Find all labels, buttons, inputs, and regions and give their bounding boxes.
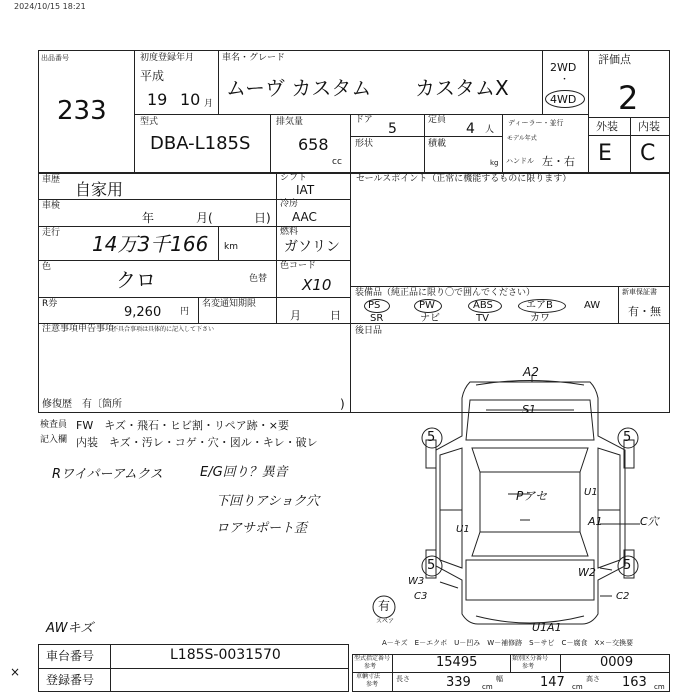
length-label: 長さ	[396, 675, 410, 683]
height-label: 高さ	[586, 675, 600, 683]
ac-value: AAC	[292, 210, 317, 224]
dmg-c2: C2	[616, 591, 630, 602]
drive-2wd: 2WD	[550, 61, 577, 74]
equip-sr: SR	[370, 313, 384, 324]
dmg-a2: A2	[523, 365, 539, 379]
height-value: 163	[622, 675, 647, 690]
tire-fr: 5	[623, 430, 632, 445]
handle-label: ハンドル	[506, 157, 534, 165]
lot-label: 出品番号	[41, 54, 69, 62]
note-lower-support: ロアサポート歪	[216, 521, 308, 536]
afterday-label: 後日品	[355, 326, 383, 336]
recycle-value: 9,260	[124, 305, 162, 320]
inspection-label: 車検	[42, 201, 61, 211]
sales-point-label: セールスポイント（正常に機能するものに限ります）	[356, 174, 572, 184]
reg-month: 10	[180, 90, 201, 109]
history-value: 自家用	[75, 180, 124, 199]
dmg-w3: W3	[408, 576, 425, 587]
handle-value: 左・右	[542, 155, 575, 168]
new-warranty-value: 有・無	[628, 305, 661, 318]
mileage-unit: km	[224, 242, 238, 252]
timestamp: 2024/10/15 18:21	[14, 2, 86, 11]
color-change-label: 色替	[249, 274, 268, 284]
equip-tv: TV	[476, 313, 489, 324]
height-unit: cm	[654, 683, 665, 691]
category-sub: 参考	[522, 663, 535, 670]
legend: A－キズ E－エクボ U－凹み W－補修跡 S－サビ C－腐食 X×－交換要	[382, 639, 634, 647]
mileage-value: 14万3千166	[92, 232, 209, 256]
type-desig-value: 15495	[436, 655, 478, 670]
notes-sub: 不具合事項は具体的に記入して下さい	[112, 326, 215, 333]
dmg-c: C穴	[640, 515, 659, 528]
reg-year: 19	[147, 90, 168, 109]
shift-value: IAT	[296, 183, 315, 197]
fuel-label: 燃料	[280, 227, 299, 237]
equip-ps: PS	[368, 300, 381, 311]
spare-label: スペア	[376, 618, 395, 625]
dealer-label: ディーラー・並行	[508, 119, 564, 127]
load-label: 積載	[428, 139, 447, 149]
dims-label: 車輌寸法	[356, 673, 381, 680]
width-label: 幅	[496, 675, 503, 683]
grade-ext-label: 外装	[596, 120, 618, 133]
note-aw: AWキズ	[46, 621, 94, 636]
equipment-label: 装備品（純正品に限り〇で囲んでください）	[355, 288, 536, 298]
color-value: クロ	[116, 268, 156, 292]
reg-era: 平成	[140, 69, 165, 83]
new-warranty-label: 新車保証書	[622, 288, 657, 296]
equip-aw: AW	[584, 300, 601, 311]
dmg-a1: A1	[588, 515, 603, 528]
shape-label: 形状	[355, 139, 374, 149]
color-code-value: X10	[302, 276, 332, 294]
length-unit: cm	[482, 683, 493, 691]
model-year-label: モデル年式	[507, 135, 537, 142]
deadline-label: 名変通知期限	[202, 299, 257, 309]
width-value: 147	[540, 675, 565, 690]
reg-no-label: 登録番号	[46, 673, 95, 687]
category-value: 0009	[600, 655, 634, 670]
grade-score: 2	[618, 79, 639, 117]
chassis-label: 車台番号	[46, 649, 95, 663]
inspector-line1: FW キズ・飛石・ヒビ割・リペア跡・×要	[76, 419, 289, 432]
recycle-unit: 円	[180, 307, 190, 317]
tire-fl: 5	[427, 430, 436, 445]
detail-frame	[38, 173, 670, 416]
fuel-value: ガソリン	[284, 239, 340, 255]
category-label: 類別区分番号	[512, 655, 549, 662]
dmg-u1a1: U1A1	[532, 621, 562, 634]
dmg-s1: S1	[522, 403, 536, 416]
ac-label: 冷房	[280, 199, 299, 209]
car-name: ムーヴ カスタム	[226, 76, 372, 100]
drive-4wd: 4WD	[550, 93, 577, 106]
mileage-label: 走行	[42, 228, 61, 238]
capacity-unit: 人	[485, 125, 495, 135]
equip-navi: ナビ	[420, 313, 440, 324]
inspection-year: 年	[142, 211, 155, 225]
chassis-value: L185S-0031570	[170, 647, 281, 663]
color-code-label: 色コード	[280, 261, 317, 271]
equip-pw: PW	[419, 300, 435, 311]
note-underbody: 下回りアショク穴	[216, 494, 320, 509]
dmg-u1-right: U1	[584, 487, 598, 498]
reg-label: 初度登録年月	[140, 53, 195, 63]
displacement-label: 排気量	[276, 117, 304, 127]
width-unit: cm	[572, 683, 583, 691]
deadline-day: 日	[330, 309, 341, 322]
grade-int-label: 内装	[638, 120, 660, 133]
lot-number: 233	[57, 96, 107, 126]
tire-rl: 5	[427, 558, 436, 573]
note-engine-noise: E/G回り？異音	[200, 465, 288, 480]
car-grade: カスタムX	[415, 76, 509, 100]
doors-value: 5	[388, 121, 397, 137]
capacity-label: 定員	[428, 115, 447, 125]
model-label: 型式	[140, 117, 159, 127]
dmg-c3: C3	[414, 591, 428, 602]
capacity-value: 4	[466, 121, 475, 137]
reg-month-unit: 月	[204, 99, 214, 109]
doors-label: ドア	[355, 115, 373, 125]
repair-history: 修復歴 有〔箇所	[42, 399, 122, 410]
load-unit: kg	[490, 159, 499, 167]
equip-leather: カワ	[530, 313, 550, 324]
grade-int: C	[640, 141, 656, 166]
equip-airbag: エアB	[526, 300, 553, 311]
history-label: 車歴	[42, 175, 61, 185]
car-label: 車名・グレード	[222, 53, 286, 63]
grade-ext: E	[598, 141, 612, 166]
inspection-month: 月(	[196, 211, 213, 225]
type-desig-sub: 参考	[364, 663, 377, 670]
dmg-p: Pアセ	[516, 489, 548, 503]
inspector-label1: 検査員	[40, 420, 68, 430]
length-value: 339	[446, 675, 471, 690]
page-mark: ×	[10, 665, 21, 679]
inspector-line2: 内装 キズ・汚レ・コゲ・穴・図ル・キレ・破レ	[76, 436, 318, 449]
inspection-day: 日)	[254, 211, 271, 225]
spare-value: 有	[378, 599, 391, 613]
type-desig-label: 型式指定番号	[354, 655, 391, 662]
drive-dot: ・	[560, 75, 570, 85]
dmg-u1-left: U1	[456, 524, 470, 535]
tire-rr: 5	[623, 558, 632, 573]
color-label: 色	[42, 262, 52, 272]
note-wiper: Rワイパーアムクス	[52, 467, 163, 482]
inspector-label2: 記入欄	[40, 435, 68, 445]
displacement-value: 658	[298, 135, 329, 154]
dims-sub: 参考	[366, 681, 379, 688]
recycle-label: R券	[42, 299, 58, 309]
notes-label: 注意事項申告事項	[42, 324, 115, 334]
model-value: DBA-L185S	[150, 133, 251, 154]
dmg-w2: W2	[578, 566, 596, 579]
grade-label: 評価点	[598, 53, 631, 66]
displacement-unit: cc	[332, 157, 342, 167]
shift-label: シフト	[280, 173, 308, 183]
equip-abs: ABS	[473, 300, 493, 311]
deadline-month: 月	[290, 309, 301, 322]
